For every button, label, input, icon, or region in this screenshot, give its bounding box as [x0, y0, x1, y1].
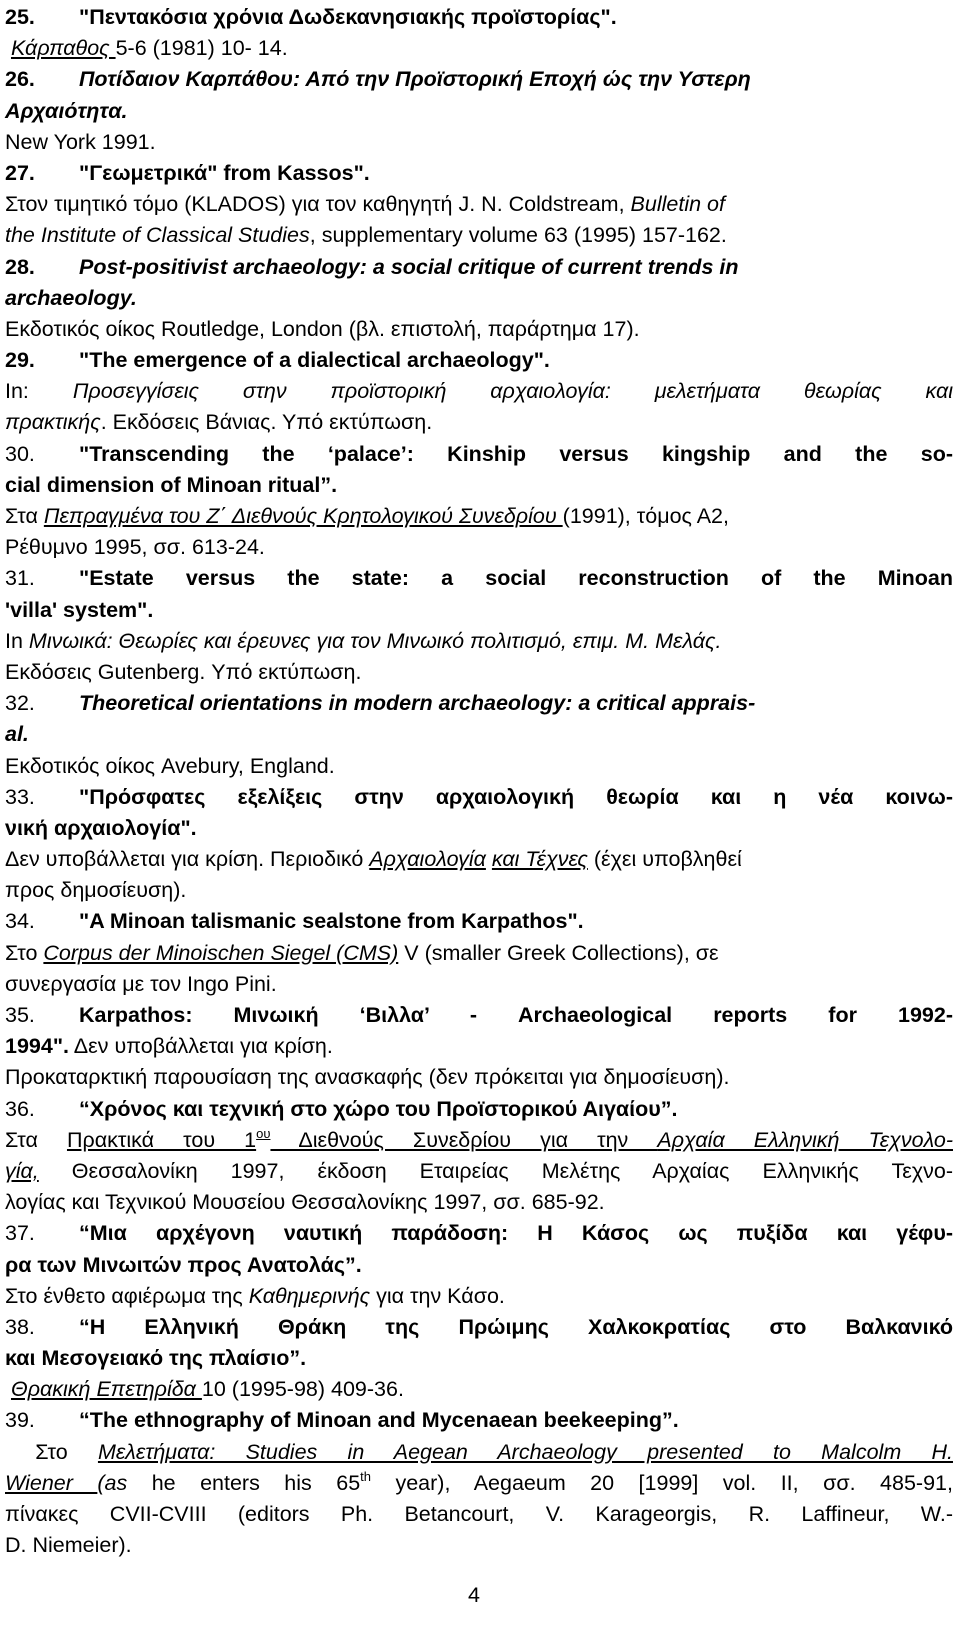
entry-source-cont: γία, Θεσσαλονίκη 1997, έκδοση Εταιρείας Μελέτης Αρχαίας Ελληνικής Τεχνο- [5, 1158, 953, 1183]
entry-source: Κάρπαθος 5-6 (1981) 10- 14. [10, 36, 288, 61]
list-item: 34. "A Minoan talismanic sealstone from Karpathos". [5, 909, 584, 934]
entry-title-cont: archaeology. [5, 285, 137, 310]
entry-source: Προκαταρκτική παρουσίαση της ανασκαφής (δεν πρόκειται για δημοσίευση). [5, 1065, 730, 1090]
entry-source: Στα Πεπραγμένα του Ζ΄ Διεθνούς Κρητολογικού Συνεδρίου (1991), τόμος Α2, [5, 504, 729, 528]
entry-title-cont: al. [5, 722, 29, 747]
entry-title-cont: 1994". Δεν υποβάλλεται για κρίση. [5, 1034, 333, 1059]
entry-title-cont: νική αρχαιολογία". [5, 815, 197, 840]
list-item: 33. "Πρόσφατες εξελίξεις στην αρχαιολογική θεωρία και η νέα κοινω- [5, 784, 953, 809]
entry-source: Στα Πρακτικά του $1^{o\upsilon}$ Διεθνούς Συνεδρίου για την Αρχαία Ελληνική Τεχνολο- [5, 1125, 953, 1152]
entry-source-cont: D. Niemeier). [5, 1533, 132, 1558]
entry-title-cont: cial dimension of Minoan ritual”. [5, 472, 338, 497]
entry-title: “Η Ελληνική Θράκη της Πρώιμης Χαλκοκρατίας στο Βαλκανικό [79, 1314, 953, 1339]
entry-source-cont: πρακτικής. Εκδόσεις Βάνιας. Υπό εκτύπωση. [5, 410, 433, 435]
entry-title-cont: ρα των Μινωιτών προς Ανατολάς”. [5, 1252, 362, 1277]
page-number: 4 [468, 1583, 480, 1607]
entry-source: Εκδοτικός οίκος Routledge, London (βλ. επιστολή, παράρτημα 17). [5, 316, 640, 341]
list-item: 29. "The emergence of a dialectical archaeology". [5, 348, 550, 373]
entry-source-cont: συνεργασία με τον Ingo Pini. [5, 971, 277, 996]
list-item: 25. "Πεντακόσια χρόνια Δωδεκανησιακής προϊστορίας". [5, 5, 617, 29]
list-item: 37. “Μια αρχέγονη ναυτική παράδοση: Η Κάσος ως πυξίδα και γέφυ- [5, 1221, 953, 1246]
entry-title: Ποτίδαιον Καρπάθου: Από την Προϊστορική Εποχή ώς την Υστερη [79, 67, 751, 92]
list-item: 30. "Transcending the ‘palace’: Kinship versus kingship and the so- [5, 441, 953, 466]
entry-title: "Πεντακόσια χρόνια Δωδεκανησιακής προϊστορίας". [79, 5, 617, 29]
entry-title: “Χρόνος και τεχνική στο χώρο του Προϊστορικού Αιγαίου”. [79, 1096, 678, 1121]
entry-source: Στο Corpus der Minoischen Siegel (CMS) V (smaller Greek Collections), σε [5, 940, 719, 965]
list-item: 36. “Χρόνος και τεχνική στο χώρο του Προϊστορικού Αιγαίου”. [5, 1096, 678, 1121]
entry-title: Post-positivist archaeology: a social critique of current trends in [79, 254, 739, 279]
list-item: 31. "Estate versus the state: a social reconstruction of the Minoan [5, 566, 953, 591]
entry-title: "A Minoan talismanic sealstone from Karpathos". [79, 909, 584, 934]
entry-title-cont: και Μεσογειακό της πλαίσιο”. [5, 1346, 307, 1371]
entry-source: Εκδοτικός οίκος Avebury, England. [5, 753, 335, 778]
entry-title: "Γεωμετρικά" from Kassos". [79, 160, 370, 185]
entry-source: In: Προσεγγίσεις στην προϊστορική αρχαιολογία: μελετήματα θεωρίας και [5, 379, 953, 404]
entry-title: Karpathos: Μινωική ‘Βιλλα’ - Archaeological reports for 1992- [79, 1003, 953, 1027]
list-item: 32. Theoretical orientations in modern archaeology: a critical apprais- [5, 691, 756, 716]
list-item: 39. “The ethnography of Minoan and Mycenaean beekeeping”. [5, 1408, 679, 1433]
entry-source: Στο Μελετήματα: Studies in Aegean Archaeology presented to Malcolm H. [35, 1439, 953, 1464]
entry-title: “Μια αρχέγονη ναυτική παράδοση: Η Κάσος ως πυξίδα και γέφυ- [79, 1221, 953, 1246]
entry-source-cont: Ρέθυμνο 1995, σσ. 613-24. [5, 535, 265, 560]
entry-title: "Transcending the ‘palace’: Kinship versus kingship and the so- [79, 441, 953, 466]
entry-title: "Estate versus the state: a social reconstruction of the Minoan [79, 566, 953, 591]
entry-title: "The emergence of a dialectical archaeology". [79, 348, 550, 373]
list-item: 35. Karpathos: Μινωική ‘Βιλλα’ - Archaeological reports for 1992- [5, 1003, 953, 1027]
entry-source-cont: the Institute of Classical Studies, supplementary volume 63 (1995) 157-162. [5, 223, 727, 248]
entry-title: "Πρόσφατες εξελίξεις στην αρχαιολογική θεωρία και η νέα κοινω- [79, 784, 953, 809]
entry-source: Στον τιμητικό τόμο (KLADOS) για τον καθηγητή J. N. Coldstream, Bulletin of [5, 192, 725, 217]
entry-source-cont: προς δημοσίευση). [5, 878, 187, 903]
entry-source-cont: Wiener (as he enters his 65th year), Aegaeum 20 [1999] vol. II, σσ. 485-91, [5, 1468, 953, 1495]
entry-source: Δεν υποβάλλεται για κρίση. Περιοδικό Αρχαιολογία και Τέχνες (έχει υποβληθεί [5, 847, 742, 872]
entry-title: “The ethnography of Minoan and Mycenaean beekeeping”. [79, 1408, 679, 1433]
entry-source: Θρακική Επετηρίδα 10 (1995-98) 409-36. [10, 1377, 404, 1402]
list-item: 26. Ποτίδαιον Καρπάθου: Από την Προϊστορική Εποχή ώς την Υστερη [5, 67, 751, 92]
list-item: 28. Post-positivist archaeology: a social critique of current trends in [5, 254, 739, 279]
entry-title-cont: Αρχαιότητα. [5, 98, 128, 123]
entry-source: Στο ένθετο αφιέρωμα της Καθημερινής για την Κάσο. [5, 1283, 505, 1308]
entry-source-cont: λογίας και Τεχνικού Μουσείου Θεσσαλονίκης 1997, σσ. 685-92. [5, 1190, 605, 1215]
entry-source-cont: πίνακες CVII-CVIII (editors Ph. Betancourt, V. Karageorgis, R. Laffineur, W.- [5, 1502, 953, 1526]
entry-title: Theoretical orientations in modern archaeology: a critical apprais- [79, 691, 756, 716]
entry-title-cont: 'villa' system". [5, 597, 154, 622]
entry-source: New York 1991. [5, 129, 156, 154]
list-item: 38. “Η Ελληνική Θράκη της Πρώιμης Χαλκοκρατίας στο Βαλκανικό [5, 1314, 953, 1339]
entry-source: In Μινωικά: Θεωρίες και έρευνες για τον Μινωικό πολιτισμό, επιμ. Μ. Μελάς. [5, 628, 722, 653]
list-item: 27. "Γεωμετρικά" from Kassos". [5, 160, 370, 185]
publication-list [5, 2, 953, 1561]
entry-source-cont: Εκδόσεις Gutenberg. Υπό εκτύπωση. [5, 659, 362, 684]
